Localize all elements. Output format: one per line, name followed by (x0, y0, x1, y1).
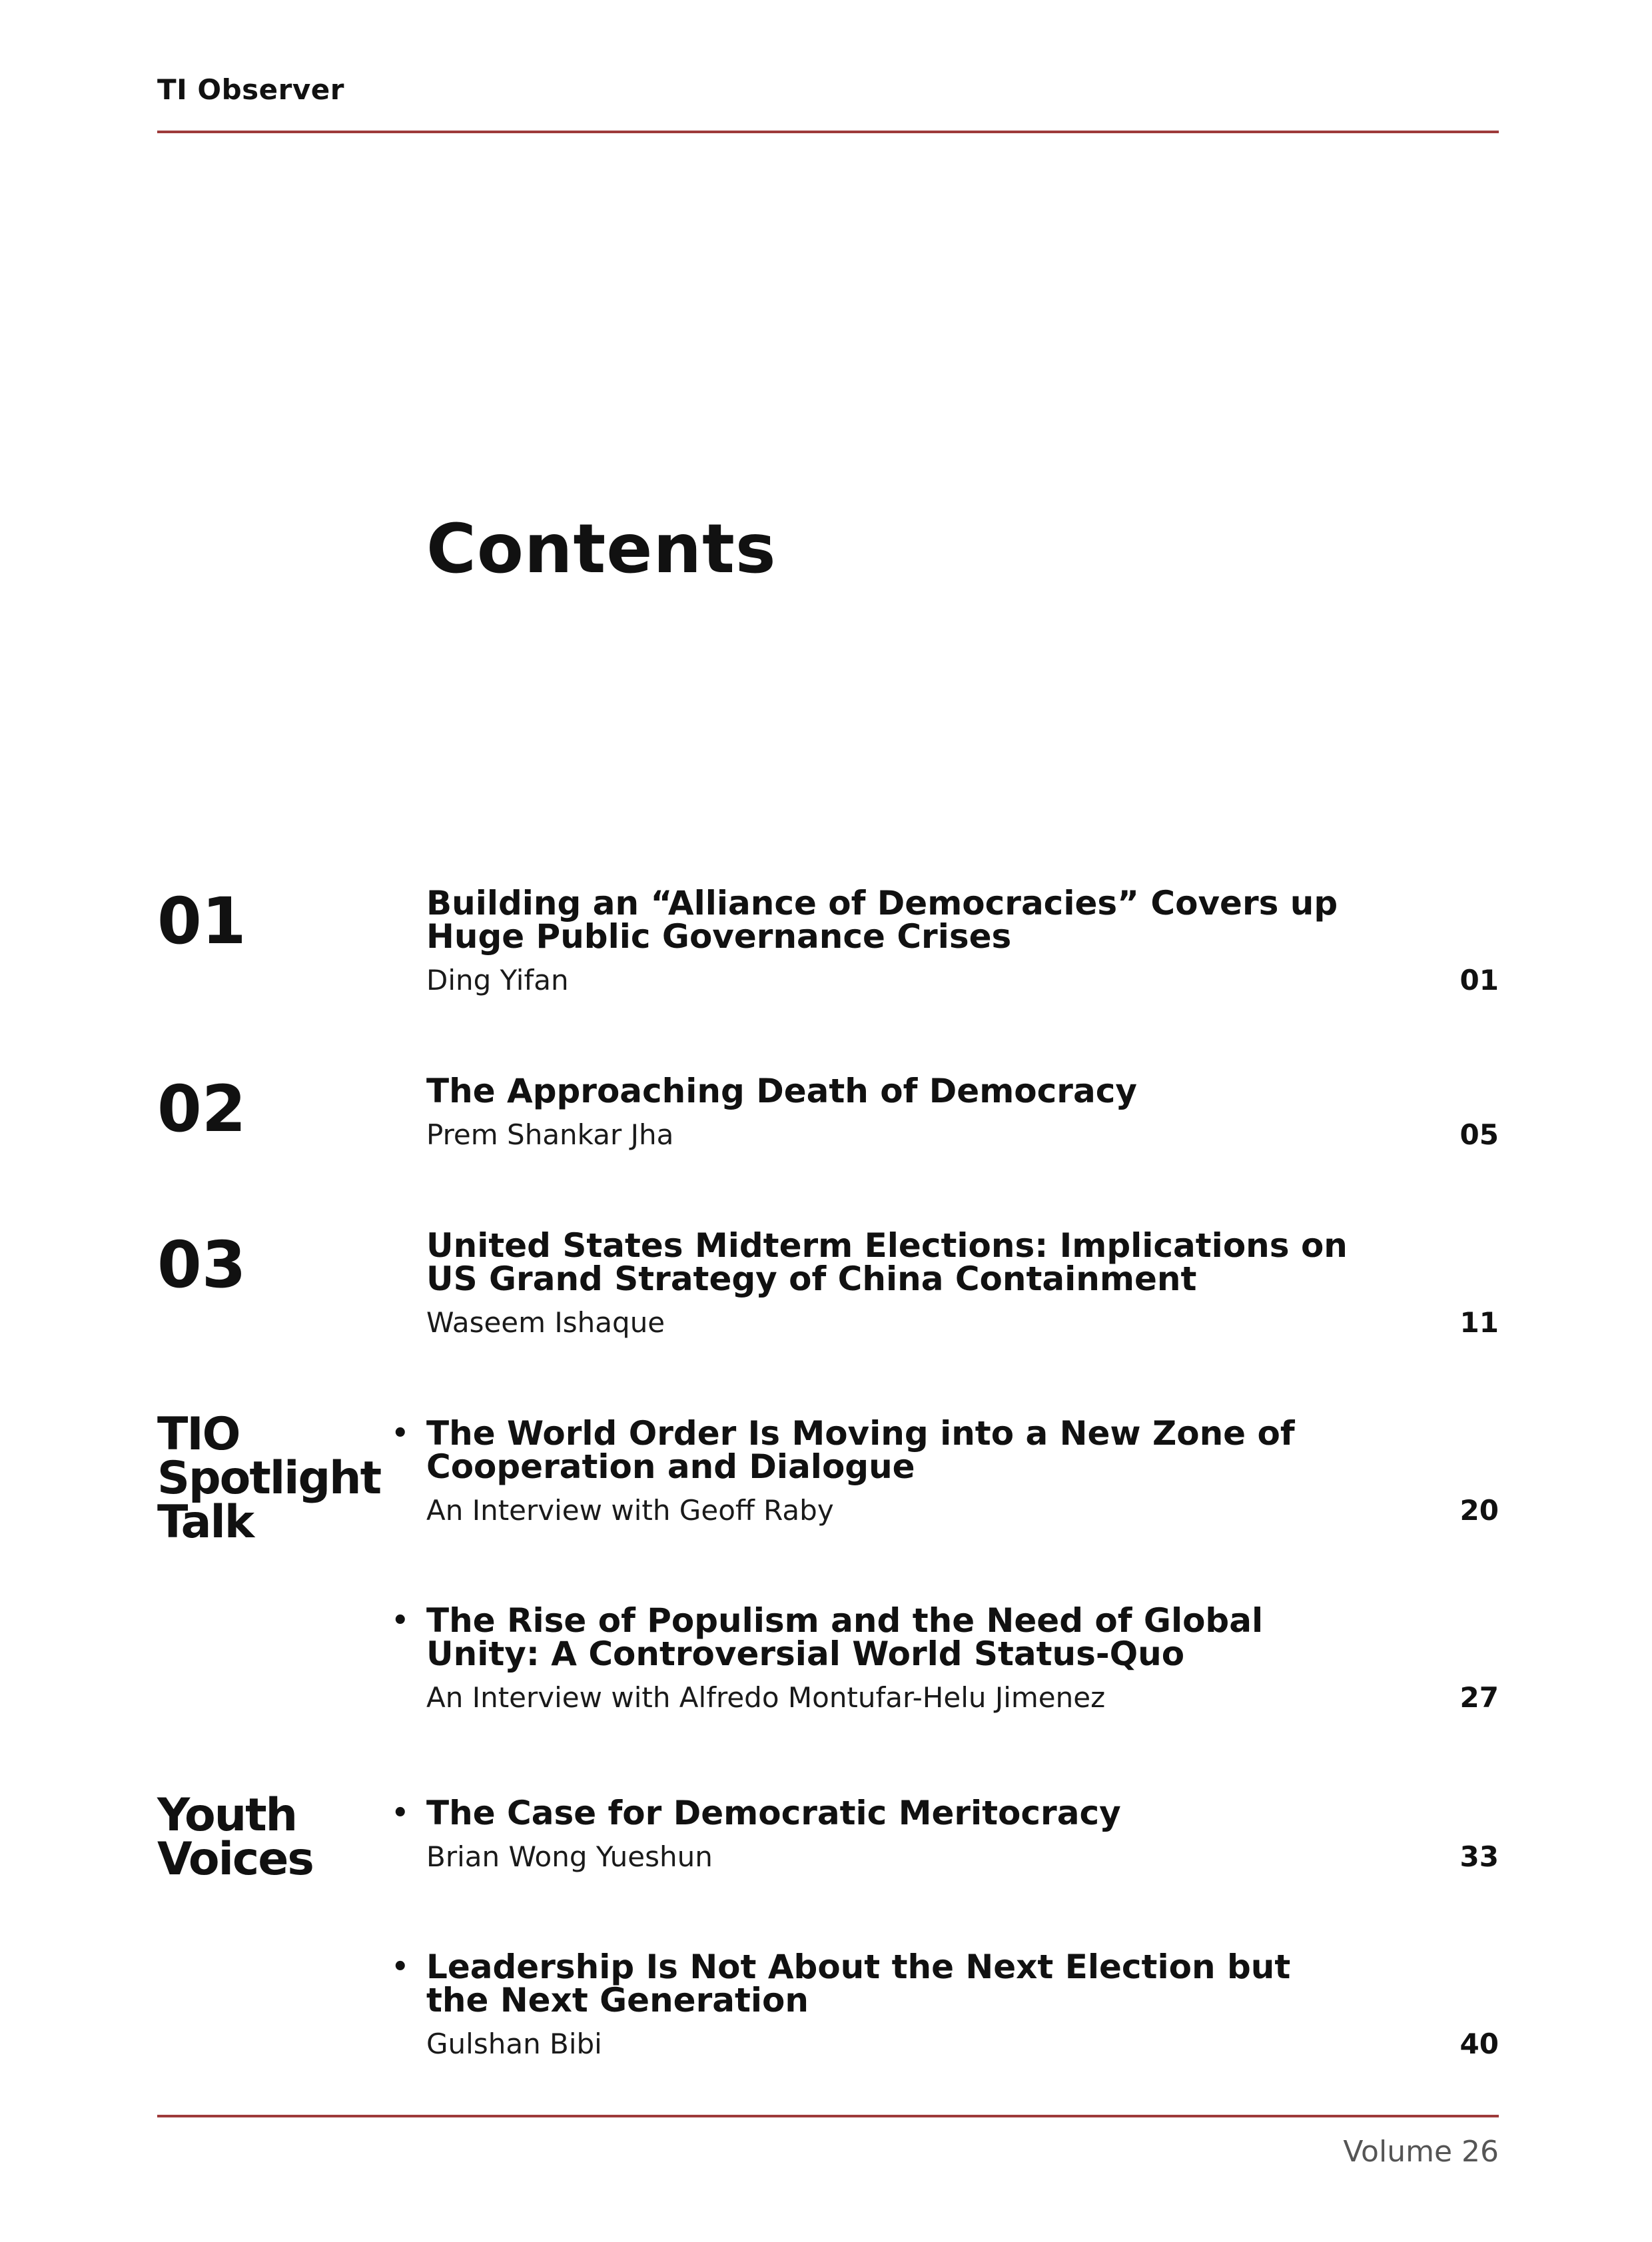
header-divider (157, 131, 1499, 133)
toc-entry[interactable] (392, 1948, 1499, 2061)
entry-page-number: 40 (1459, 2028, 1499, 2060)
section-number-02: 02 (157, 1072, 246, 1146)
section-number-03: 03 (157, 1228, 246, 1302)
entry-title: The World Order Is Moving into a New Zone of Cooperation and Dialogue (426, 1414, 1295, 1486)
entry-title: Building an “Alliance of Democracies” Covers up Huge Public Governance Crises (426, 884, 1338, 956)
toc-entry[interactable] (426, 1074, 1499, 1152)
entry-author: An Interview with Alfredo Montufar-Helu Jimenez (426, 1681, 1106, 1714)
toc-entry[interactable] (392, 1414, 1499, 1527)
publication-title: TI Observer (157, 73, 344, 106)
entry-page-number: 27 (1459, 1681, 1499, 1714)
bullet-marker: • (392, 1605, 409, 1636)
section-label-spotlight-talk (157, 1408, 381, 1549)
toc-entry[interactable] (426, 884, 1499, 997)
toc-entry[interactable] (426, 1226, 1499, 1339)
bullet-marker: • (392, 1418, 409, 1449)
entry-author: Waseem Ishaque (426, 1306, 665, 1339)
entry-author: Gulshan Bibi (426, 2028, 602, 2060)
footer-divider (157, 2115, 1499, 2117)
bullet-marker: • (392, 1798, 409, 1828)
entry-author: An Interview with Geoff Raby (426, 1494, 834, 1527)
entry-title: Leadership Is Not About the Next Election but the Next Generation (426, 1948, 1291, 2020)
volume-label: Volume 26 (1343, 2135, 1499, 2169)
toc-entry[interactable] (392, 1601, 1499, 1714)
section-label-line: Voices (157, 1833, 313, 1886)
entry-title: United States Midterm Elections: Implications on US Grand Strategy of China Containment (426, 1226, 1348, 1298)
entry-page-number: 20 (1459, 1494, 1499, 1527)
section-number-01: 01 (157, 884, 246, 958)
entry-title: The Rise of Populism and the Need of Global Unity: A Controversial World Status-Quo (426, 1601, 1264, 1673)
entry-page-number: 33 (1459, 1840, 1499, 1873)
entry-page-number: 05 (1459, 1118, 1499, 1151)
bullet-marker: • (392, 1952, 409, 1982)
page-title: Contents (426, 510, 777, 589)
entry-author: Brian Wong Yueshun (426, 1840, 713, 1873)
entry-page-number: 01 (1459, 964, 1499, 996)
entry-author: Ding Yifan (426, 964, 569, 996)
section-label-line: Talk (157, 1496, 254, 1549)
entry-page-number: 11 (1459, 1306, 1499, 1339)
section-label-youth-voices (157, 1789, 313, 1886)
entry-title: The Approaching Death of Democracy (426, 1072, 1137, 1110)
section-label-line: TIO (157, 1408, 240, 1461)
section-label-line: Spotlight (157, 1452, 381, 1505)
entry-title: The Case for Democratic Meritocracy (426, 1794, 1121, 1832)
entry-author: Prem Shankar Jha (426, 1118, 674, 1151)
toc-entry[interactable] (392, 1794, 1499, 1874)
section-label-line: Youth (157, 1789, 297, 1842)
